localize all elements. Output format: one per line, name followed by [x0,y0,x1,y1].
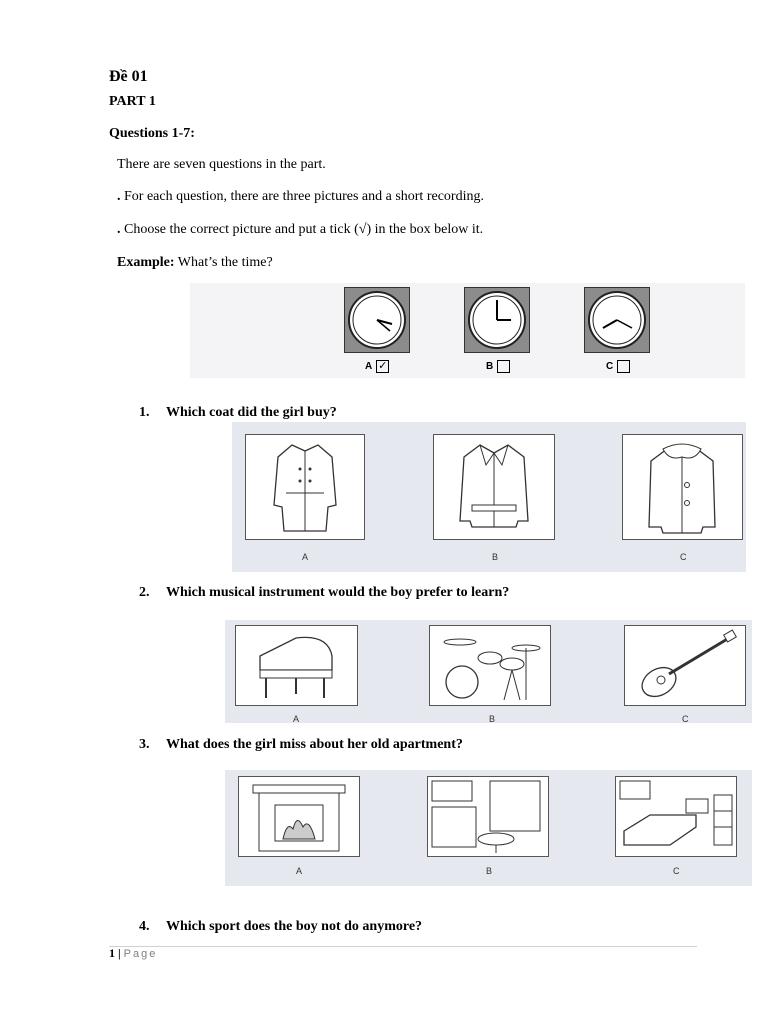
kitchen-icon [428,777,548,856]
instrument-option-a[interactable] [235,625,358,706]
option-label: C [673,866,680,876]
fireplace-icon [239,777,359,856]
clock-option-b [464,287,530,353]
apartment-option-b[interactable] [427,776,549,857]
example-option-b [486,360,510,373]
belted-jacket-icon [434,435,554,539]
example-option-c [606,360,630,373]
tick-box[interactable] [617,360,630,373]
part-heading: PART 1 [109,94,156,109]
option-label: A [365,361,373,373]
example-question: What’s the time? [174,255,273,270]
question-number: 4. [139,919,150,934]
question-text: Which sport does the boy not do anymore? [166,919,423,934]
trench-coat-icon [246,435,364,539]
bedroom-icon [616,777,736,856]
coat-option-b[interactable] [433,434,555,540]
questions-heading: Questions 1-7: [109,126,195,141]
tick-box[interactable] [497,360,510,373]
option-label: C [680,552,687,562]
bullet-mark: . [117,189,121,204]
footer-divider [109,946,697,947]
clock-icon [345,288,409,352]
bullet-mark: . [117,222,121,237]
apartment-option-a[interactable] [238,776,360,857]
footer-separator: | [115,946,124,960]
clock-option-c [584,287,650,353]
clock-icon [585,288,649,352]
option-label: B [486,866,493,876]
option-label: C [606,361,614,373]
page-word: Page [123,948,158,960]
intro-text: There are seven questions in the part. [117,157,326,172]
coat-option-c[interactable] [622,434,743,540]
instruction-1 [117,189,484,205]
question-text: What does the girl miss about her old apartment? [166,737,463,752]
tick-box[interactable]: ✓ [378,360,388,372]
page-number: 1 [109,946,115,960]
option-label: B [489,714,496,724]
fur-collar-coat-icon [623,435,742,539]
clock-option-a [344,287,410,353]
page-footer [109,946,157,961]
coat-option-a[interactable] [245,434,365,540]
guitar-icon [625,626,745,705]
question-text: Which coat did the girl buy? [166,405,337,420]
option-label: B [492,552,499,562]
instrument-option-b[interactable] [429,625,551,706]
question-number: 3. [139,737,150,752]
apartment-option-c[interactable] [615,776,737,857]
document-title: Đề 01 [109,68,148,85]
question-number: 2. [139,585,150,600]
instruction-2 [117,222,483,238]
question-text: Which musical instrument would the boy prefer to learn? [166,585,510,600]
drum-kit-icon [430,626,550,705]
clock-icon [465,288,529,352]
option-label: B [486,361,494,373]
example-line [117,255,273,271]
option-label: A [302,552,309,562]
instruction-2-text: Choose the correct picture and put a tick (√) in the box below it. [120,222,484,237]
question-number: 1. [139,405,150,420]
option-label: C [682,714,689,724]
instruction-1-text: For each question, there are three pictures and a short recording. [120,189,484,204]
example-option-a [365,360,389,373]
example-label: Example: [117,255,175,270]
instrument-option-c[interactable] [624,625,746,706]
option-label: A [293,714,300,724]
piano-icon [236,626,357,705]
option-label: A [296,866,303,876]
